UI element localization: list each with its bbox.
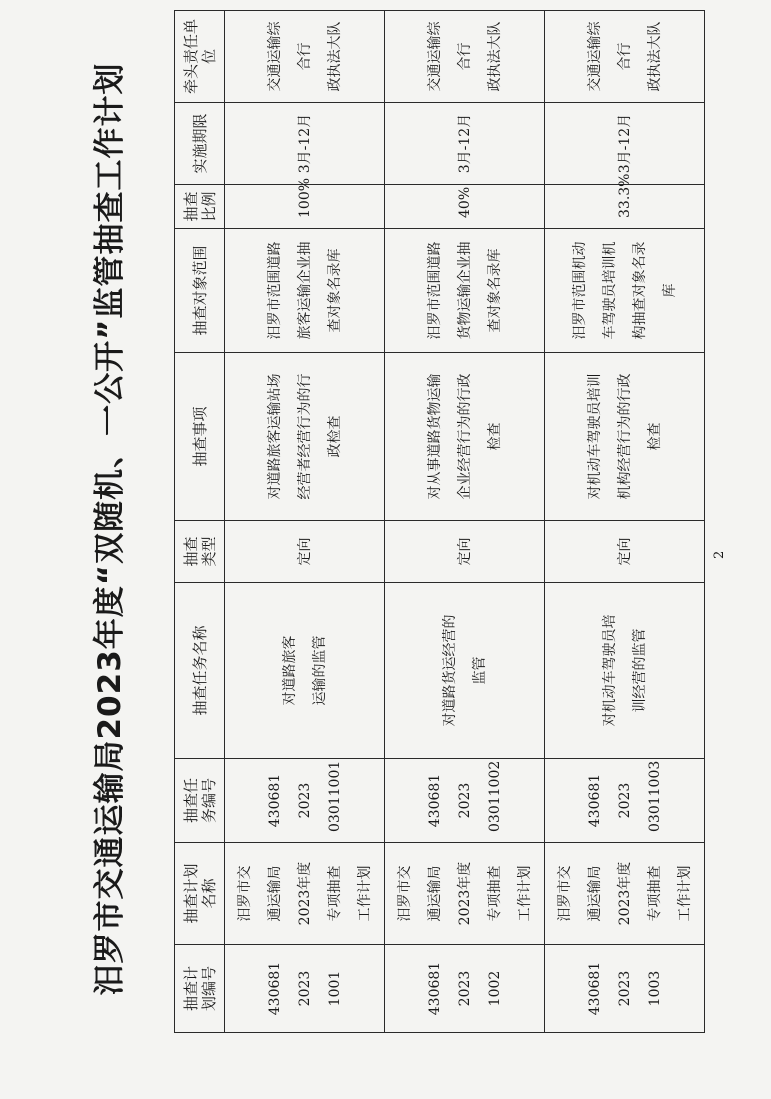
cell-plan-no: 430681 2023 1003 [545, 945, 705, 1033]
cell-task-no: 430681 2023 03011003 [545, 759, 705, 843]
cell-task-name: 对道路旅客 运输的监管 [225, 583, 385, 759]
header-plan-no: 抽查计 划编号 [175, 945, 225, 1033]
table-header [175, 11, 225, 1033]
cell-period: 3月-12月 [385, 103, 545, 185]
cell-task-name: 对机动车驾驶员培 训经营的监管 [545, 583, 705, 759]
header-check-item: 抽查事项 [175, 353, 225, 521]
page-number: 2 [712, 550, 727, 559]
cell-check-item: 对机动车驾驶员培训 机构经营行为的行政 检查 [545, 353, 705, 521]
cell-ratio: 100% [225, 185, 385, 229]
header-row [175, 11, 225, 1033]
cell-plan-no: 430681 2023 1001 [225, 945, 385, 1033]
cell-task-name: 对道路货运经营的 监管 [385, 583, 545, 759]
cell-plan-no: 430681 2023 1002 [385, 945, 545, 1033]
cell-ratio: 40% [385, 185, 545, 229]
cell-unit: 交通运输综合行 政执法大队 [225, 11, 385, 103]
cell-check-item: 对从事道路货物运输 企业经营行为的行政 检查 [385, 353, 545, 521]
header-plan-name: 抽查计划 名称 [175, 843, 225, 945]
header-check-type: 抽查 类型 [175, 521, 225, 583]
table-row [545, 11, 705, 1033]
header-task-no: 抽查任 务编号 [175, 759, 225, 843]
cell-plan-name: 汨罗市交 通运输局 2023年度 专项抽查 工作计划 [225, 843, 385, 945]
cell-scope: 汨罗市范围道路 货物运输企业抽 查对象名录库 [385, 229, 545, 353]
table-body [225, 11, 705, 1033]
inspection-plan-table [174, 10, 705, 1033]
cell-period: 3月-12月 [545, 103, 705, 185]
document-title: 汨罗市交通运输局2023年度“双随机、一公开”监管抽查工作计划 [92, 62, 128, 996]
cell-period: 3月-12月 [225, 103, 385, 185]
header-unit: 牵头责任单位 [175, 11, 225, 103]
table-row [385, 11, 545, 1033]
cell-plan-name: 汨罗市交 通运输局 2023年度 专项抽查 工作计划 [545, 843, 705, 945]
cell-check-type: 定向 [545, 521, 705, 583]
cell-ratio: 33.3% [545, 185, 705, 229]
cell-check-type: 定向 [225, 521, 385, 583]
header-task-name: 抽查任务名称 [175, 583, 225, 759]
cell-task-no: 430681 2023 03011001 [225, 759, 385, 843]
header-ratio: 抽查 比例 [175, 185, 225, 229]
header-period: 实施期限 [175, 103, 225, 185]
cell-unit: 交通运输综合行 政执法大队 [385, 11, 545, 103]
header-scope: 抽查对象范围 [175, 229, 225, 353]
cell-scope: 汨罗市范围道路 旅客运输企业抽 查对象名录库 [225, 229, 385, 353]
cell-check-item: 对道路旅客运输站场 经营者经营行为的行 政检查 [225, 353, 385, 521]
cell-check-type: 定向 [385, 521, 545, 583]
cell-scope: 汨罗市范围机动 车驾驶员培训机 构抽查对象名录 库 [545, 229, 705, 353]
cell-plan-name: 汨罗市交 通运输局 2023年度 专项抽查 工作计划 [385, 843, 545, 945]
cell-task-no: 430681 2023 03011002 [385, 759, 545, 843]
table-row [225, 11, 385, 1033]
cell-unit: 交通运输综合行 政执法大队 [545, 11, 705, 103]
